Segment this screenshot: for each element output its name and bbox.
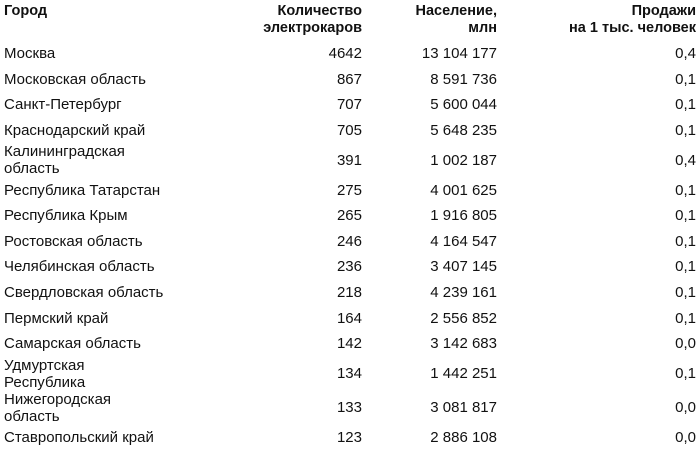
cell-sales: 0,4 <box>675 45 696 63</box>
cell-cars: 133 <box>336 399 362 417</box>
cell-sales: 0,0 <box>675 399 696 417</box>
header-sales-line-2: на 1 тыс. человек <box>569 20 696 36</box>
cell-population: 4 239 161 <box>430 284 497 302</box>
cell-city <box>2 280 232 306</box>
cell-cars: 391 <box>336 151 362 169</box>
cell-city-line: Республика Татарстан <box>4 181 161 199</box>
cell-city <box>2 67 232 93</box>
cell-city <box>2 391 232 425</box>
table-row <box>2 41 698 67</box>
table-row <box>2 280 698 306</box>
table-header <box>2 0 698 41</box>
cell-city <box>2 331 232 357</box>
header-population-line-2: млн <box>468 20 497 36</box>
header-cars-line-1: Количество <box>277 3 362 19</box>
cell-population: 8 591 736 <box>430 70 497 88</box>
cell-city-line: Удмуртская <box>4 356 85 374</box>
cell-sales: 0,1 <box>675 284 696 302</box>
cell-city <box>2 41 232 67</box>
cell-cars: 218 <box>336 284 362 302</box>
table-body <box>2 41 698 450</box>
cell-city <box>2 118 232 144</box>
cell-cars: 142 <box>336 335 362 353</box>
cell-city <box>2 305 232 331</box>
cell-population: 3 407 145 <box>430 258 497 276</box>
cell-city-line: Калининградская <box>4 143 125 161</box>
cell-cars: 123 <box>336 428 362 446</box>
cell-population: 4 001 625 <box>430 181 497 199</box>
cell-city <box>2 425 232 451</box>
cell-population: 1 916 805 <box>430 207 497 225</box>
cell-city-line: Ростовская область <box>4 232 143 250</box>
table-row <box>2 67 698 93</box>
cell-cars: 707 <box>336 96 362 114</box>
cell-population: 1 002 187 <box>430 151 497 169</box>
cell-cars: 705 <box>336 122 362 140</box>
cell-city <box>2 177 232 203</box>
cell-city-line: Республика Крым <box>4 207 128 225</box>
cell-cars: 275 <box>336 181 362 199</box>
cell-city-line: Ставропольский край <box>4 428 154 446</box>
cell-city <box>2 254 232 280</box>
table-row <box>2 357 698 391</box>
cell-cars: 265 <box>336 207 362 225</box>
cell-city-line: Республика <box>4 373 86 391</box>
cell-population: 4 164 547 <box>430 232 497 250</box>
cell-sales: 0,4 <box>675 151 696 169</box>
cell-sales: 0,1 <box>675 365 696 383</box>
cell-city-line: Самарская область <box>4 335 141 353</box>
cell-sales: 0,1 <box>675 70 696 88</box>
table-row <box>2 305 698 331</box>
cell-cars: 867 <box>336 70 362 88</box>
cell-city-line: Пермский край <box>4 309 109 327</box>
cell-sales: 0,0 <box>675 428 696 446</box>
cell-population: 5 648 235 <box>430 122 497 140</box>
cell-sales: 0,1 <box>675 181 696 199</box>
cell-city-line: область <box>4 160 60 178</box>
table-row <box>2 92 698 118</box>
cell-cars: 246 <box>336 232 362 250</box>
header-city <box>2 0 232 41</box>
table-row <box>2 177 698 203</box>
cell-city-line: Краснодарский край <box>4 122 146 140</box>
cell-city <box>2 357 232 391</box>
ev-sales-table <box>2 0 698 450</box>
cell-cars: 4642 <box>328 45 362 63</box>
cell-population: 1 442 251 <box>430 365 497 383</box>
cell-city-line: Санкт-Петербург <box>4 96 122 114</box>
cell-population: 2 886 108 <box>430 428 497 446</box>
cell-city-line: Свердловская область <box>4 284 164 302</box>
cell-population: 2 556 852 <box>430 309 497 327</box>
table-row <box>2 425 698 451</box>
cell-cars: 236 <box>336 258 362 276</box>
cell-sales: 0,1 <box>675 96 696 114</box>
cell-city <box>2 92 232 118</box>
table-row <box>2 254 698 280</box>
cell-sales: 0,1 <box>675 122 696 140</box>
header-cars-line-2: электрокаров <box>263 20 362 36</box>
header-city-line: Город <box>4 3 48 19</box>
cell-city-line: Москва <box>4 45 56 63</box>
table-row <box>2 391 698 425</box>
cell-city <box>2 203 232 229</box>
cell-population: 3 081 817 <box>430 399 497 417</box>
header-cars <box>232 0 362 41</box>
cell-cars: 134 <box>336 365 362 383</box>
table-row <box>2 118 698 144</box>
header-population-line-1: Население, <box>415 3 497 19</box>
cell-population: 13 104 177 <box>421 45 497 63</box>
header-population <box>362 0 497 41</box>
cell-cars: 164 <box>336 309 362 327</box>
header-sales-line-1: Продажи <box>631 3 696 19</box>
table-row <box>2 331 698 357</box>
cell-sales: 0,0 <box>675 335 696 353</box>
header-row <box>2 0 698 41</box>
header-sales <box>497 0 698 41</box>
cell-city-line: Нижегородская <box>4 390 112 408</box>
cell-population: 5 600 044 <box>430 96 497 114</box>
cell-city-line: Московская область <box>4 70 146 88</box>
cell-city <box>2 229 232 255</box>
cell-city <box>2 143 232 177</box>
cell-population: 3 142 683 <box>430 335 497 353</box>
cell-sales: 0,1 <box>675 232 696 250</box>
table-row <box>2 203 698 229</box>
cell-city-line: область <box>4 407 60 425</box>
cell-sales: 0,1 <box>675 258 696 276</box>
cell-city-line: Челябинская область <box>4 258 155 276</box>
table-row <box>2 229 698 255</box>
cell-sales: 0,1 <box>675 207 696 225</box>
table-row <box>2 143 698 177</box>
cell-sales: 0,1 <box>675 309 696 327</box>
